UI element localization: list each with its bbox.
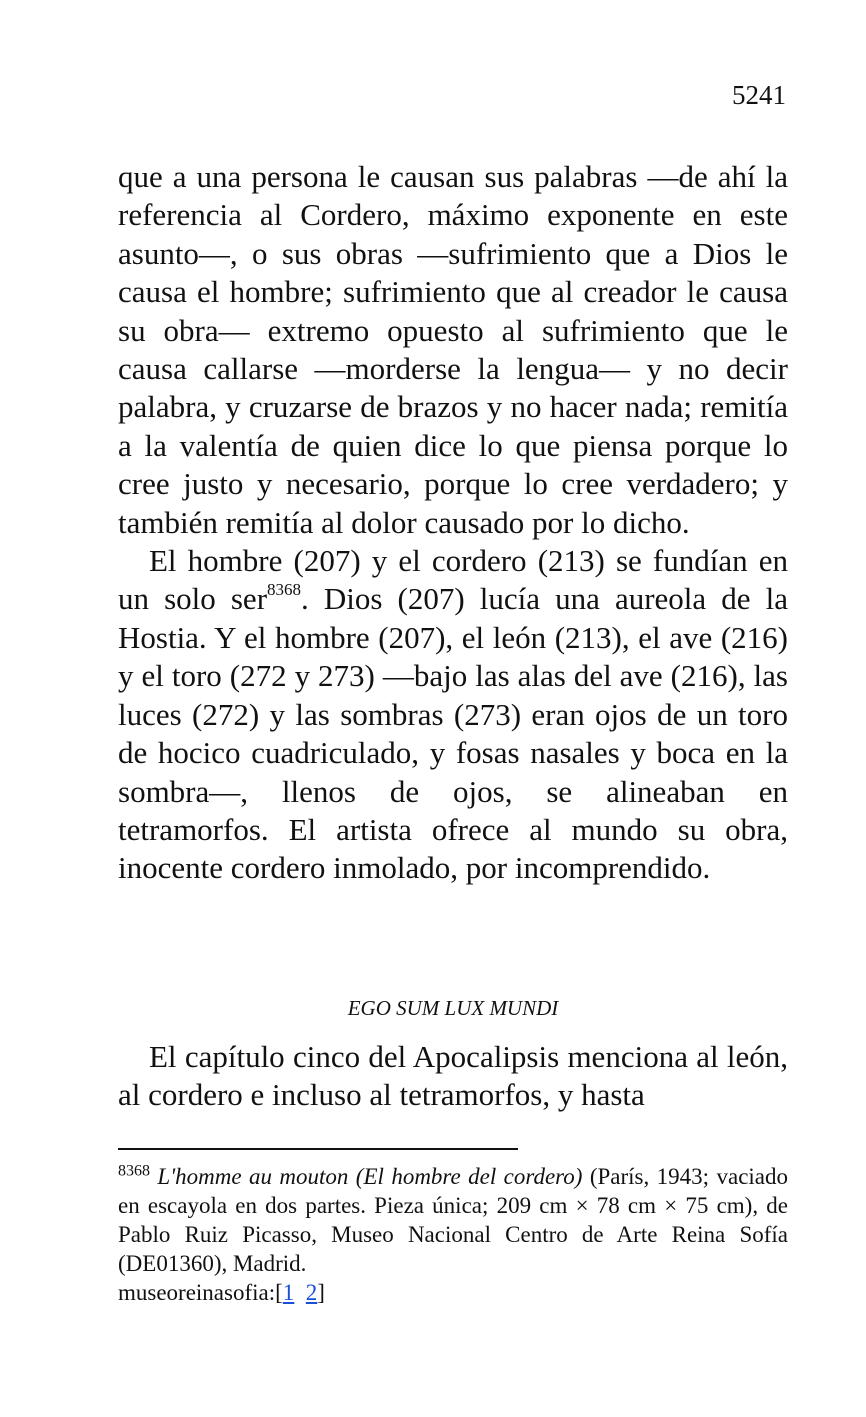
- footnote: [118, 1162, 788, 1307]
- paragraph-hombre-cordero: [118, 542, 788, 888]
- bracket-close: ]: [317, 1280, 325, 1305]
- paragraph-text-before-note: El hombre (207) y el cordero (213) se fundían en un solo ser: [118, 543, 788, 617]
- footnote-source-label: museoreinasofia:: [118, 1280, 276, 1305]
- footnote-divider: [118, 1148, 518, 1150]
- footnote-body: [118, 1162, 788, 1278]
- section-heading: EGO SUM LUX MUNDI: [347, 996, 559, 1020]
- page-number: 5241: [732, 80, 786, 110]
- footnote-artwork-title: L'homme au mouton (El hombre del cordero): [157, 1164, 583, 1189]
- bracket-open: [: [275, 1280, 283, 1305]
- paragraph-continuation: que a una persona le causan sus palabras —de ahí la referencia al Cordero, máximo exponente en este asunto—, o sus obras —sufrimiento que a Dios le causa el hombre; sufrimiento que al creador le causa su obra— extremo opuesto al sufrimiento que le causa callarse —morderse la lengua— y no decir palabra, y cruzarse de brazos y no hacer nada; remitía a la valentía de quien dice lo que piensa porque lo cree justo y necesario, porque lo cree verdadero; y también remitía al dolor causado por lo dicho.: [118, 159, 788, 540]
- source-link-2[interactable]: 2: [305, 1280, 318, 1305]
- paragraph-text-after-note: . Dios (207) lucía una aureola de la Hostia. Y el hombre (207), el león (213), el ave (216) y el toro (272 y 273) —bajo las alas del ave (216), las luces (272) y las sombras (273) eran ojos de un toro de hocico cuadriculado, y fosas nasales y boca en la sombra—, llenos de ojos, se alineaban en tetramorfos. El artista ofrece al mundo su obra, inocente cordero inmolado, por incomprendido.: [118, 581, 788, 886]
- paragraph-apocalipsis: El capítulo cinco del Apocalipsis menciona al león, al cordero e incluso al tetramorfos, y hasta: [118, 1039, 788, 1113]
- footnote-reference[interactable]: 8368: [267, 580, 302, 600]
- source-link-1[interactable]: 1: [282, 1280, 295, 1305]
- footnote-source: [118, 1278, 788, 1307]
- main-text: [118, 158, 788, 888]
- footnote-number: 8368: [118, 1162, 150, 1180]
- section-text: [118, 1038, 788, 1115]
- footnote-text: (París, 1943; vaciado en escayola en dos partes. Pieza única; 209 cm × 78 cm × 75 cm), de Pablo Ruiz Picasso, Museo Nacional Centro de Arte Reina Sofía (DE01360), Madrid.: [118, 1164, 788, 1276]
